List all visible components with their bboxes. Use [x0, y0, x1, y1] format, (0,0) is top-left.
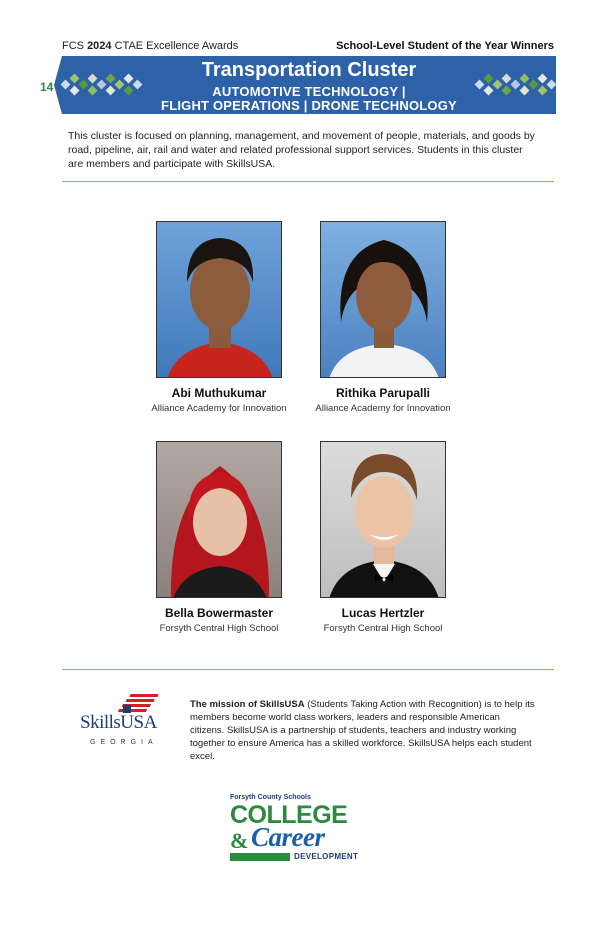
student-card [288, 441, 478, 634]
student-school: Forsyth Central High School [323, 623, 443, 634]
student-school: Alliance Academy for Innovation [151, 403, 287, 414]
development-bar [230, 853, 290, 861]
student-photo [320, 221, 446, 378]
student-name: Lucas Hertzler [341, 606, 425, 620]
banner-subtitle-2: FLIGHT OPERATIONS | DRONE TECHNOLOGY [161, 98, 457, 113]
diamond-pattern-left-icon [58, 72, 148, 98]
student-photo [320, 441, 446, 598]
student-photo [156, 441, 282, 598]
development-logo-word: DEVELOPMENT [294, 852, 359, 861]
header-right: School-Level Student of the Year Winners [336, 40, 554, 52]
header-left: FCS 2024 CTAE Excellence Awards [62, 40, 239, 52]
student-name: Rithika Parupalli [335, 386, 431, 400]
cluster-description: This cluster is focused on planning, management, and movement of people, materials, and goods by road, pipeline, air, rail and water and related professional support services. Students in this cluster are members and participate with SkillsUSA. [68, 130, 535, 170]
banner-title: Transportation Cluster [201, 59, 417, 81]
page-header [62, 40, 554, 56]
career-logo-word: Career [251, 822, 325, 852]
page-number: 14 [40, 80, 54, 94]
student-photo [156, 221, 282, 378]
divider-top [62, 181, 554, 182]
banner-subtitle-1: AUTOMOTIVE TECHNOLOGY | [212, 84, 406, 99]
student-school: Alliance Academy for Innovation [315, 403, 451, 414]
diamond-pattern-right-icon [472, 72, 562, 98]
student-name: Abi Muthukumar [171, 386, 267, 400]
student-name: Bella Bowermaster [164, 606, 274, 620]
college-logo-amp: & [230, 828, 249, 853]
college-logo-org: Forsyth County Schools [230, 794, 311, 801]
skillsusa-state: GEORGIA [90, 739, 158, 746]
student-school: Forsyth Central High School [159, 623, 279, 634]
college-logo-word: COLLEGE [230, 801, 348, 829]
divider-bottom [62, 669, 554, 670]
skillsusa-logo-text: SkillsUSA [80, 712, 157, 733]
student-card [288, 221, 478, 414]
student-card [124, 441, 314, 634]
mission-statement: The mission of SkillsUSA (Students Taking Action with Recognition) is to help its members become world class workers, leaders and responsible American citizens. SkillsUSA is a partnership of students, teachers and industry working together to ensure America has a skilled workforce. SkillsUSA helps each student excel. [190, 699, 535, 762]
student-card [124, 221, 314, 414]
